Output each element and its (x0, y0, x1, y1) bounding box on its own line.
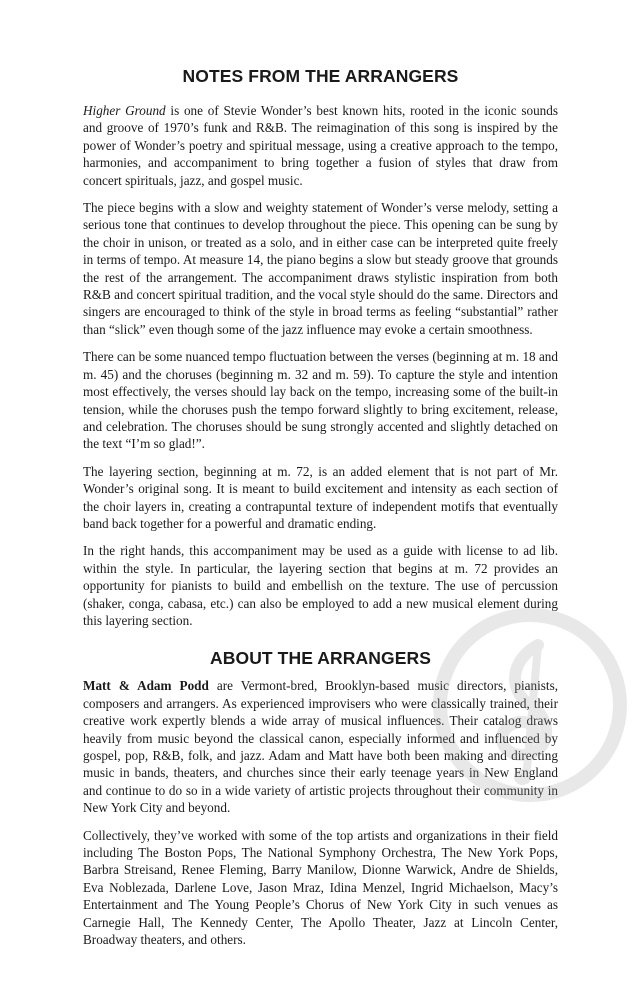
notes-heading: NOTES FROM THE ARRANGERS (182, 66, 459, 86)
song-title: Higher Ground (83, 103, 166, 118)
notes-paragraph-1 (83, 102, 558, 189)
arranger-names: Matt & Adam Podd (83, 678, 209, 694)
notes-paragraph-3: There can be some nuanced tempo fluctuation between the verses (beginning at m. 18 and m. 45) and the choruses (beginning m. 32 and m. 59). To capture the style and intention most effectively, the verses should lay back on the tempo, increasing some of the built-in tension, while the choruses push the tempo forward slightly to bring excitement, release, and celebration. The choruses should be sung strongly accented and slightly detached on the text “I’m so glad!”. (83, 349, 558, 452)
about-heading: ABOUT THE ARRANGERS (210, 648, 431, 669)
notes-paragraph-4: The layering section, beginning at m. 72, is an added element that is not part of Mr. Wonder’s original song. It is meant to build excitement and intensity as each section of the choir layers in, creating a contrapuntal texture of independent motifs that eventually band back together for a powerful and dramatic ending. (83, 463, 558, 531)
about-paragraph-2: Collectively, they’ve worked with some of the top artists and organizations in their field including The Boston Pops, The National Symphony Orchestra, The New York Pops, Barbra Streisand, Renee Fleming, Barry Manilow, Dionne Warwick, Andre de Shields, Eva Noblezada, Darlene Love, Jason Mraz, Idina Menzel, Ingrid Michaelson, Macy’s Entertainment and The Young People’s Chorus of New York City in such venues as Carnegie Hall, The Kennedy Center, The Apollo Theater, Jazz at Lincoln Center, Broadway theaters, and others. (83, 827, 558, 948)
notes-paragraph-2: The piece begins with a slow and weighty statement of Wonder’s verse melody, setting a serious tone that continues to develop throughout the piece. This opening can be sung by the choir in unison, or treated as a solo, and in either case can be interpreted quite freely in terms of tempo. At measure 14, the piano begins a slow but steady groove that grounds the rest of the arrangement. The accompaniment draws stylistic inspiration from both R&B and concert spiritual tradition, and the vocal style should do the same. Directors and singers are encouraged to think of the style in broad terms as feeling “substantial” rather than “slick” even though some of the jazz influence may evoke a certain smoothness. (83, 200, 558, 337)
notes-paragraph-1-text: is one of Stevie Wonder’s best known hits, rooted in the iconic sounds and groove of 1970’s funk and R&B. The reimagination of this song is inspired by the power of Wonder’s poetry and spiritual message, using a creative approach to the tempo, harmonies, and accompaniment to bring together a fusion of styles that draw from concert spirituals, jazz, and gospel music. (83, 103, 558, 188)
about-paragraph-1 (83, 677, 558, 816)
document-page (83, 0, 558, 958)
about-paragraph-1-text: are Vermont-bred, Brooklyn-based music directors, pianists, composers and arrangers. As experienced improvisers who were classically trained, their creative work expertly blends a wide array of musical influences. Their catalog draws heavily from music beyond the classical canon, especially informed and influenced by gospel, pop, R&B, folk, and jazz. Adam and Matt have both been making and directing music in bands, theaters, and churches since their early teenage years in New England and continue to do so in a wide variety of artistic projects throughout their community in New York City and beyond. (83, 678, 558, 816)
notes-paragraph-5: In the right hands, this accompaniment may be used as a guide with license to ad lib. within the style. In particular, the layering section that begins at m. 72 provides an opportunity for pianists to build and embellish on the texture. The use of percussion (shaker, conga, cabasa, etc.) can also be employed to add a new musical element during this layering section. (83, 543, 558, 628)
